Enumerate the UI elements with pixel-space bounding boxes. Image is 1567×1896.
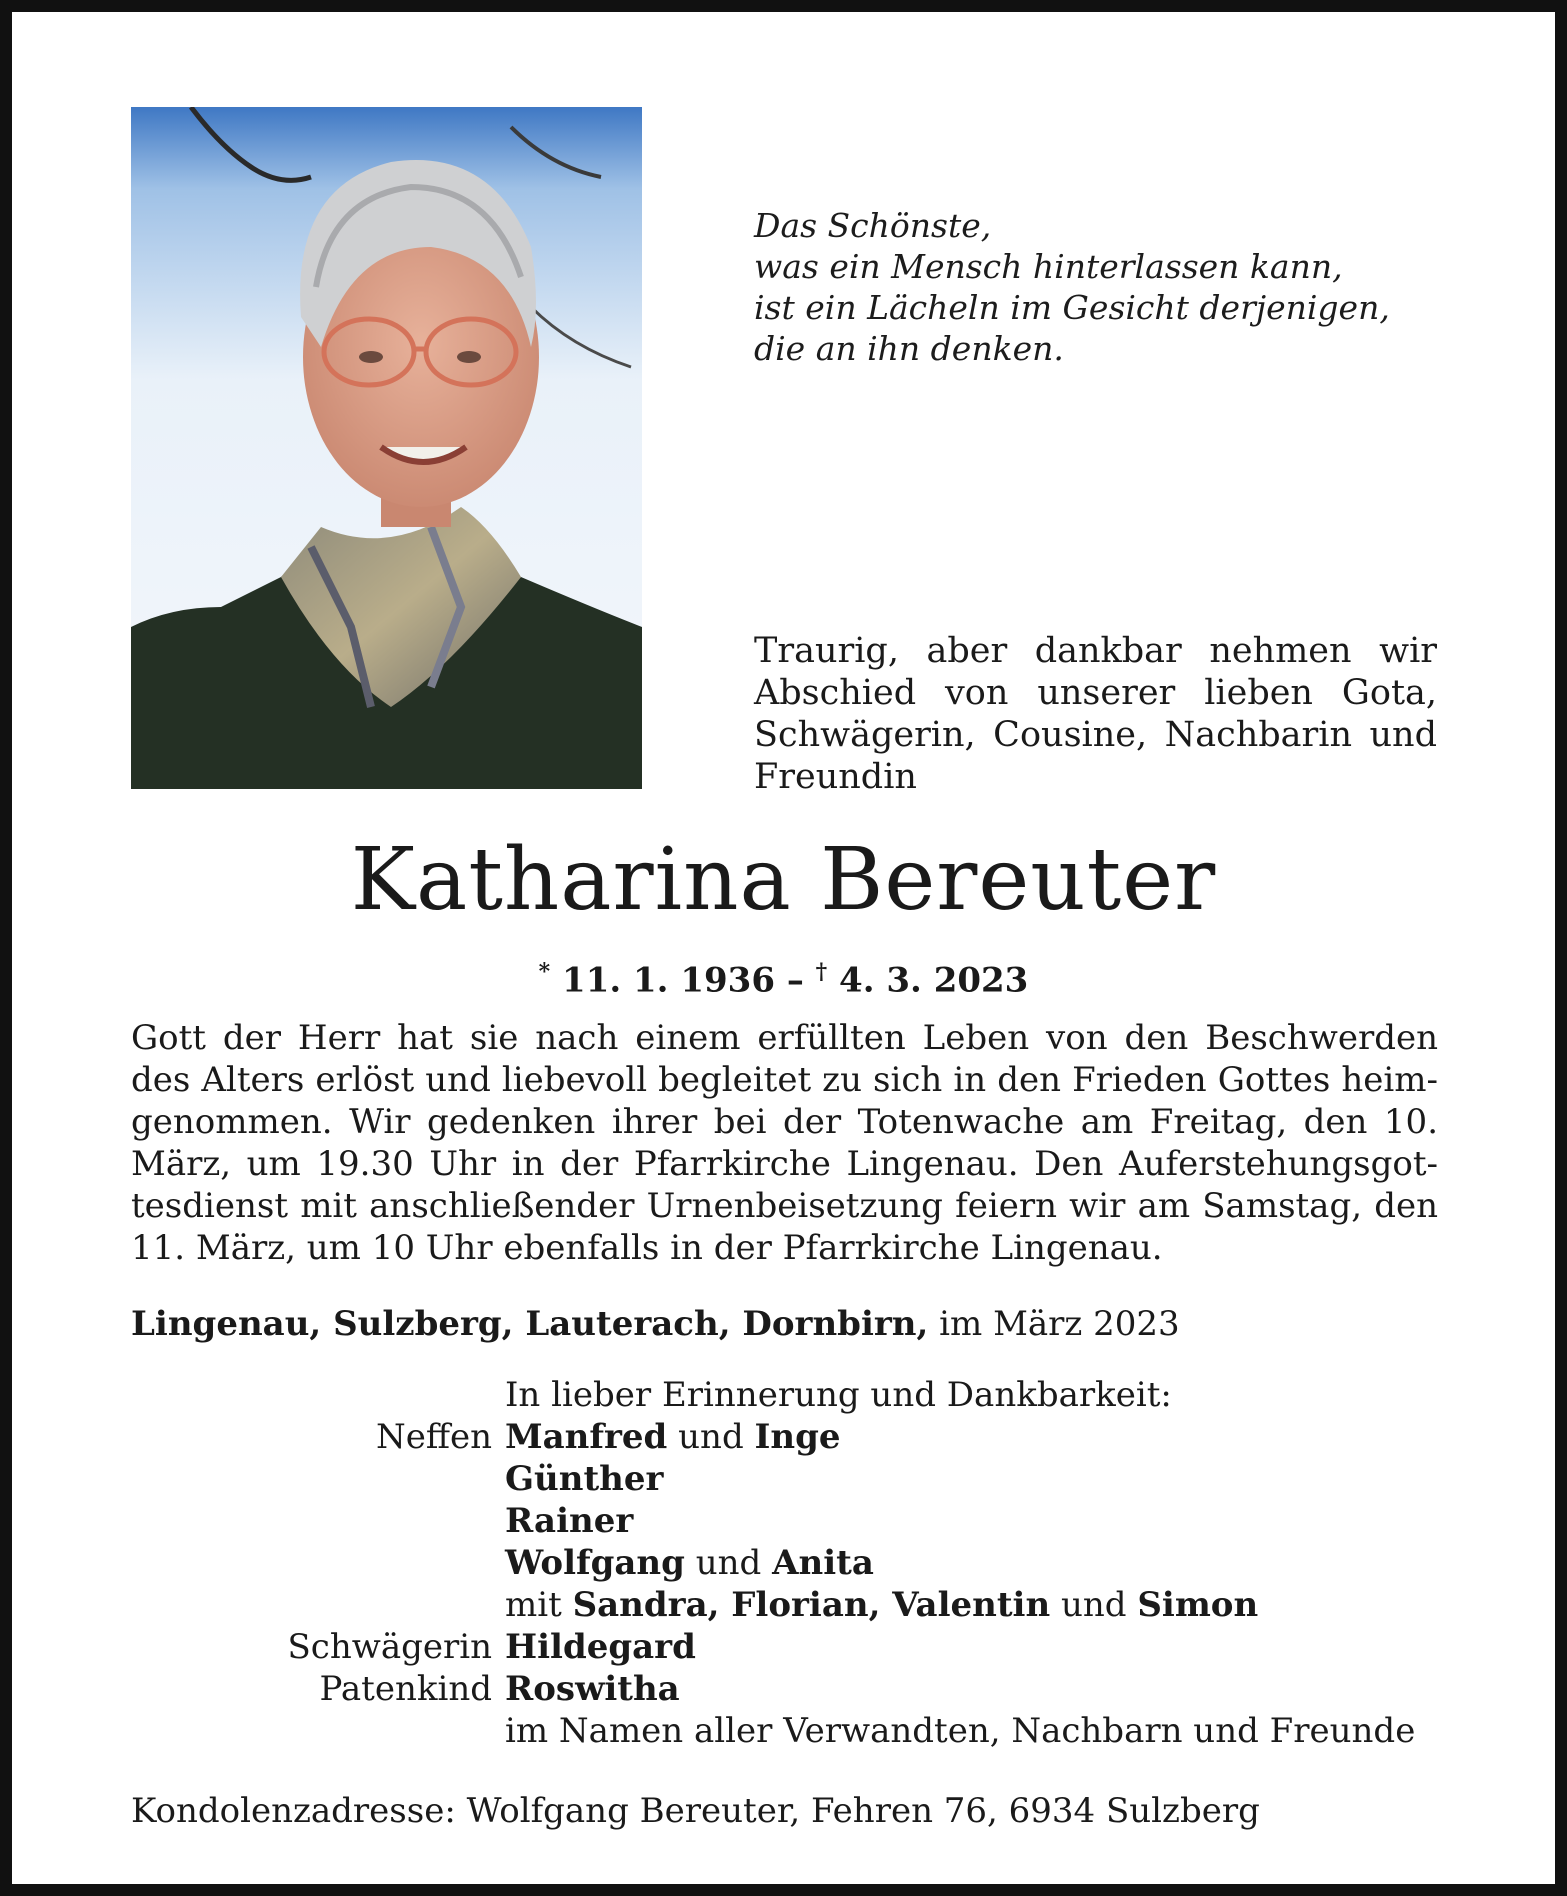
mourner-name: Sandra, Florian, Valentin: [572, 1585, 1051, 1625]
mourner-name: Rainer: [505, 1501, 634, 1541]
mourner-entry: [505, 1500, 633, 1542]
mourner-entry: [505, 1542, 874, 1584]
mourner-name: Anita: [772, 1543, 874, 1583]
conjunction: und: [678, 1417, 744, 1457]
mourner-name: Hildegard: [505, 1627, 696, 1667]
birth-date: 11. 1. 1936: [562, 960, 775, 1001]
month-year: im März 2023: [939, 1304, 1180, 1344]
relation-label-neffen: Neffen: [375, 1417, 492, 1457]
mourner-name: Manfred: [505, 1417, 668, 1457]
birth-symbol: *: [538, 959, 551, 985]
portrait-photo: [131, 107, 642, 789]
quote-line: Das Schönste,: [754, 206, 992, 245]
relation-label-patenkind: Patenkind: [319, 1669, 492, 1709]
mourner-entry: [505, 1458, 663, 1500]
mourner-name: Roswitha: [505, 1669, 680, 1709]
mourner-name: Simon: [1137, 1585, 1259, 1625]
life-dates: [0, 950, 1567, 1002]
intro-text: Traurig, aber dankbar nehmen wir Abschied von unserer lieben Gota, Schwägerin, Cousine, Nachbarin und Freundin: [754, 631, 1437, 797]
conjunction: mit: [505, 1585, 562, 1625]
quote-line: ist ein Lächeln im Gesicht derjenigen,: [754, 288, 1390, 327]
quote-line: was ein Mensch hinterlassen kann,: [754, 247, 1343, 286]
mourner-entry: [505, 1626, 696, 1668]
mourners-closing: im Namen aller Verwandten, Nachbarn und Freunde: [505, 1711, 1416, 1751]
mourners-list: [0, 1374, 1567, 1752]
deceased-name: Katharina Bereuter: [350, 830, 1217, 930]
relation-label-schwaegerin: Schwägerin: [287, 1627, 492, 1667]
mourner-entry: [505, 1584, 1258, 1626]
condolence-address: Kondolenzadresse: Wolfgang Bereuter, Fehren 76, 6934 Sulzberg: [131, 1791, 1260, 1831]
mourner-entry: [505, 1668, 680, 1710]
mourner-name: Inge: [754, 1417, 841, 1457]
towns: Lingenau, Sulzberg, Lauterach, Dornbirn,: [131, 1304, 929, 1344]
death-symbol: †: [815, 959, 828, 985]
conjunction: und: [695, 1543, 762, 1583]
mourner-entry: [505, 1416, 841, 1458]
mourner-name: Günther: [505, 1459, 664, 1499]
mourner-name: Wolfgang: [505, 1543, 685, 1583]
date-separator: –: [786, 960, 804, 1001]
conjunction: und: [1060, 1585, 1127, 1625]
mourners-heading: In lieber Erinnerung und Dankbarkeit:: [505, 1375, 1172, 1415]
funeral-announcement: Gott der Herr hat sie nach einem erfüllten Leben von den Beschwerden des Alters erlöst und liebevoll begleitet zu sich in den Frieden Gottes heimgenommen. Wir gedenken ihrer bei der Totenwache am Freitag, den 10. März, um 19.30 Uhr in der Pfarrkirche Lingenau. Den Auferstehungsgottesdienst mit anschließender Urnenbeisetzung feiern wir am Samstag, den 11. März, um 10 Uhr ebenfalls in der Pfarrkirche Lingenau.: [131, 1018, 1438, 1268]
quote-line: die an ihn denken.: [754, 329, 1064, 368]
place-and-date: [131, 1303, 1438, 1345]
memorial-quote: [754, 205, 1474, 369]
death-date: 4. 3. 2023: [839, 960, 1029, 1001]
